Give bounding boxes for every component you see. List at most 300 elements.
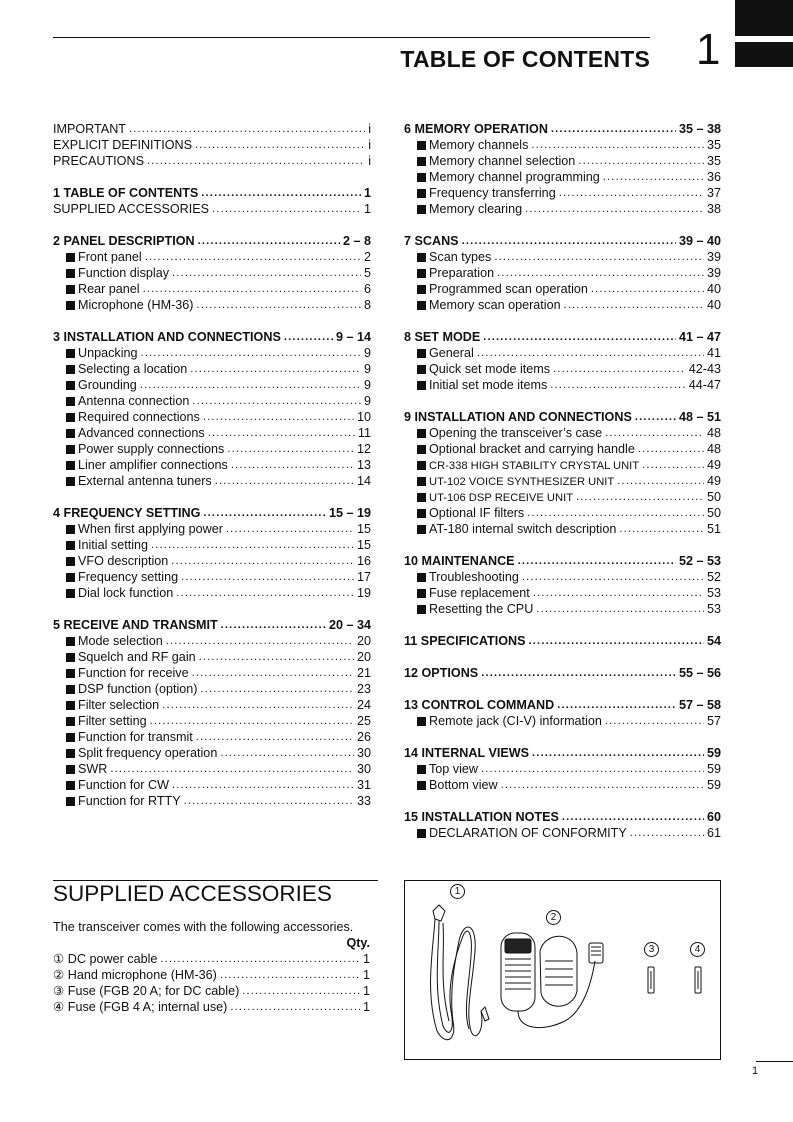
toc-entry-label: Optional bracket and carrying handle: [429, 442, 635, 456]
toc-entry-page: 30: [356, 762, 371, 776]
toc-entry-label: Advanced connections: [78, 426, 205, 440]
toc-entry-page: 24: [356, 698, 371, 712]
dot-leader: [635, 409, 676, 425]
toc-entry-page: 1: [363, 186, 371, 200]
toc-entry-label: Opening the transceiver’s case: [429, 426, 603, 440]
dot-leader: [617, 473, 704, 489]
dot-leader: [203, 409, 354, 425]
toc-subentry: [53, 265, 371, 281]
toc-entry-label: Optional IF filters: [429, 506, 525, 520]
toc-subentry: [53, 377, 371, 393]
dot-leader: [145, 249, 361, 265]
toc-entry-label: Squelch and RF gain: [78, 650, 196, 664]
toc-subentry: [404, 505, 721, 521]
toc-entry: [53, 617, 371, 633]
toc-subentry: [404, 377, 721, 393]
toc-entry-label: 4 FREQUENCY SETTING: [53, 506, 201, 520]
accessory-qty: 1: [362, 984, 370, 998]
toc-entry-label: Function display: [78, 266, 170, 280]
page-number: 1: [752, 1065, 759, 1077]
toc-entry-label: Filter setting: [78, 714, 147, 728]
toc-subentry: [404, 489, 721, 505]
toc-subentry: [404, 153, 721, 169]
toc-subentry: [53, 441, 371, 457]
dot-leader: [494, 249, 704, 265]
toc-entry-label: IMPORTANT: [53, 122, 126, 136]
dot-leader: [529, 633, 704, 649]
toc-entry-page: 20: [356, 634, 371, 648]
footer-rule: [756, 1061, 793, 1062]
dot-leader: [550, 377, 685, 393]
toc-subentry: [404, 297, 721, 313]
toc-entry-label: 11 SPECIFICATIONS: [404, 634, 526, 648]
toc-entry: [404, 553, 721, 569]
toc-entry-page: 51: [706, 522, 721, 536]
toc-subentry: [53, 649, 371, 665]
toc-entry-page: i: [368, 138, 371, 152]
toc-entry: [53, 121, 371, 137]
accessories-illustration: [404, 880, 721, 1060]
toc-entry-page: 59: [706, 778, 721, 792]
toc-entry-label: 14 INTERNAL VIEWS: [404, 746, 530, 760]
toc-entry-page: 42-43: [688, 362, 721, 376]
dot-leader: [525, 201, 704, 217]
dot-leader: [151, 537, 354, 553]
dot-leader: [576, 489, 704, 505]
toc-entry-label: Antenna connection: [78, 394, 190, 408]
toc-entry-page: i: [368, 122, 371, 136]
toc-entry-page: 60: [706, 810, 721, 824]
toc-entry-label: Memory channels: [429, 138, 529, 152]
toc-entry: [53, 201, 371, 217]
toc-entry-label: Power supply connections: [78, 442, 225, 456]
toc-entry-page: 14: [356, 474, 371, 488]
toc-entry-page: 48 – 51: [678, 410, 721, 424]
toc-subentry: [53, 569, 371, 585]
toc-entry-label: SUPPLIED ACCESSORIES: [53, 202, 210, 216]
toc-subentry: [404, 281, 721, 297]
toc-entry-page: 1: [363, 202, 371, 216]
toc-entry-label: Rear panel: [78, 282, 140, 296]
toc-entry-label: 15 INSTALLATION NOTES: [404, 810, 559, 824]
chapter-tab-marker-lower: [735, 42, 793, 67]
toc-entry-page: 26: [356, 730, 371, 744]
qty-header: Qty.: [346, 936, 370, 950]
toc-subentry: [404, 585, 721, 601]
toc-entry-page: 8: [363, 298, 371, 312]
dot-leader: [242, 983, 360, 999]
toc-entry: [404, 409, 721, 425]
toc-entry: [53, 137, 371, 153]
dot-leader: [201, 185, 361, 201]
accessory-label: ③ Fuse (FGB 20 A; for DC cable): [53, 984, 240, 998]
toc-entry-page: 50: [706, 490, 721, 504]
accessories-drawing: [405, 881, 720, 1059]
toc-entry-label: Dial lock function: [78, 586, 174, 600]
toc-entry-page: 41: [706, 346, 721, 360]
toc-subentry: [53, 777, 371, 793]
toc-entry: [404, 809, 721, 825]
toc-entry-page: 9 – 14: [335, 330, 371, 344]
toc-entry-label: Unpacking: [78, 346, 138, 360]
toc-entry-page: 37: [706, 186, 721, 200]
dot-leader: [162, 697, 354, 713]
toc-subentry: [404, 473, 721, 489]
toc-entry: [53, 233, 371, 249]
dot-leader: [203, 505, 326, 521]
dot-leader: [171, 553, 354, 569]
toc-subentry: [404, 425, 721, 441]
toc-subentry: [53, 697, 371, 713]
toc-subentry: [53, 665, 371, 681]
toc-entry-page: 15: [356, 538, 371, 552]
accessory-label: ② Hand microphone (HM-36): [53, 968, 217, 982]
dot-leader: [212, 201, 361, 217]
toc-entry-label: 13 CONTROL COMMAND: [404, 698, 555, 712]
toc-subentry: [404, 249, 721, 265]
toc-entry-label: 1 TABLE OF CONTENTS: [53, 186, 199, 200]
dot-leader: [226, 521, 354, 537]
toc-subentry: [53, 409, 371, 425]
dot-leader: [143, 281, 361, 297]
toc-subentry: [53, 521, 371, 537]
dot-leader: [557, 697, 676, 713]
toc-entry-label: DECLARATION OF CONFORMITY: [429, 826, 627, 840]
toc-entry-page: 17: [356, 570, 371, 584]
dot-leader: [642, 457, 704, 473]
toc-subentry: [404, 825, 721, 841]
toc-entry-page: 48: [706, 442, 721, 456]
toc-entry-label: Microphone (HM-36): [78, 298, 194, 312]
toc-entry: [53, 185, 371, 201]
toc-entry-page: 44-47: [688, 378, 721, 392]
toc-entry-page: 9: [363, 378, 371, 392]
toc-entry-page: 35 – 38: [678, 122, 721, 136]
dot-leader: [192, 393, 361, 409]
accessory-item: [53, 999, 370, 1015]
toc-entry-page: 12: [356, 442, 371, 456]
dot-leader: [605, 713, 704, 729]
dot-leader: [562, 809, 704, 825]
toc-subentry: [53, 681, 371, 697]
toc-entry-label: Bottom view: [429, 778, 498, 792]
dot-leader: [497, 265, 704, 281]
toc-entry-page: 30: [356, 746, 371, 760]
toc-entry-label: Troubleshooting: [429, 570, 519, 584]
dot-leader: [591, 281, 704, 297]
toc-entry-label: Initial setting: [78, 538, 149, 552]
dot-leader: [630, 825, 704, 841]
dot-leader: [192, 665, 354, 681]
dot-leader: [220, 967, 360, 983]
figure-label-3: 3: [644, 942, 659, 957]
toc-entry-label: Front panel: [78, 250, 142, 264]
toc-entry-page: 52: [706, 570, 721, 584]
toc-entry-page: 40: [706, 298, 721, 312]
toc-entry-label: General: [429, 346, 474, 360]
dc-cable-drawing: [431, 905, 489, 1040]
toc-entry-page: 5: [363, 266, 371, 280]
toc-entry-label: Memory scan operation: [429, 298, 561, 312]
toc-subentry: [53, 745, 371, 761]
toc-entry: [53, 153, 371, 169]
toc-entry-page: 10: [356, 410, 371, 424]
toc-entry-page: 33: [356, 794, 371, 808]
dot-leader: [230, 999, 360, 1015]
toc-entry-label: Frequency transferring: [429, 186, 556, 200]
toc-entry-page: 39 – 40: [678, 234, 721, 248]
chapter-tab-marker: [735, 0, 793, 36]
toc-entry-page: 53: [706, 602, 721, 616]
dot-leader: [141, 345, 361, 361]
toc-entry-label: EXPLICIT DEFINITIONS: [53, 138, 193, 152]
toc-entry-label: Grounding: [78, 378, 137, 392]
dot-leader: [527, 505, 704, 521]
toc-subentry: [404, 521, 721, 537]
dot-leader: [220, 745, 354, 761]
toc-entry-label: Mode selection: [78, 634, 163, 648]
toc-entry-page: 25: [356, 714, 371, 728]
toc-entry-label: DSP function (option): [78, 682, 198, 696]
accessory-qty: 1: [362, 1000, 370, 1014]
dot-leader: [200, 681, 354, 697]
toc-entry-label: 10 MAINTENANCE: [404, 554, 515, 568]
figure-label-1: 1: [450, 884, 465, 899]
dot-leader: [181, 569, 354, 585]
dot-leader: [533, 585, 704, 601]
accessory-qty: 1: [362, 968, 370, 982]
toc-entry-page: 48: [706, 426, 721, 440]
toc-subentry: [53, 393, 371, 409]
toc-entry-label: CR-338 HIGH STABILITY CRYSTAL UNIT: [429, 460, 640, 472]
toc-entry-label: Liner amplifier connections: [78, 458, 228, 472]
toc-subentry: [404, 265, 721, 281]
dot-leader: [160, 951, 360, 967]
toc-entry-page: 55 – 56: [678, 666, 721, 680]
toc-subentry: [53, 761, 371, 777]
toc-subentry: [53, 585, 371, 601]
toc-subentry: [53, 729, 371, 745]
toc-entry-page: 20 – 34: [328, 618, 371, 632]
dot-leader: [195, 137, 365, 153]
header-rule: [53, 37, 650, 38]
dot-leader: [215, 473, 354, 489]
toc-entry-label: Filter selection: [78, 698, 160, 712]
toc-subentry: [404, 345, 721, 361]
toc-entry-page: 57 – 58: [678, 698, 721, 712]
accessories-intro: The transceiver comes with the following accessories.: [53, 920, 354, 934]
toc-entry-label: Programmed scan operation: [429, 282, 588, 296]
toc-entry-label: 8 SET MODE: [404, 330, 481, 344]
dot-leader: [227, 441, 354, 457]
toc-entry-label: 2 PANEL DESCRIPTION: [53, 234, 195, 248]
dot-leader: [605, 425, 704, 441]
dot-leader: [564, 297, 704, 313]
toc-subentry: [404, 201, 721, 217]
toc-entry-page: 59: [706, 746, 721, 760]
toc-subentry: [404, 713, 721, 729]
toc-right-column: [404, 121, 721, 841]
toc-subentry: [53, 281, 371, 297]
toc-entry-label: When first applying power: [78, 522, 223, 536]
fuse-20a-drawing: [648, 967, 654, 993]
dot-leader: [551, 121, 676, 137]
dot-leader: [231, 457, 354, 473]
accessory-item: [53, 967, 370, 983]
toc-entry-page: 16: [356, 554, 371, 568]
page-title: TABLE OF CONTENTS: [400, 46, 650, 72]
dot-leader: [559, 185, 704, 201]
toc-entry-page: 61: [706, 826, 721, 840]
toc-entry-page: 19: [356, 586, 371, 600]
toc-subentry: [404, 569, 721, 585]
dot-leader: [208, 425, 355, 441]
toc-subentry: [53, 793, 371, 809]
toc-entry-label: Function for CW: [78, 778, 169, 792]
toc-entry-page: 57: [706, 714, 721, 728]
toc-entry-label: 5 RECEIVE AND TRANSMIT: [53, 618, 218, 632]
toc-entry-page: 35: [706, 154, 721, 168]
dot-leader: [110, 761, 354, 777]
toc-entry-page: 59: [706, 762, 721, 776]
toc-entry: [404, 745, 721, 761]
dot-leader: [522, 569, 704, 585]
dot-leader: [176, 585, 354, 601]
toc-entry-page: 50: [706, 506, 721, 520]
dot-leader: [184, 793, 354, 809]
toc-entry-label: Function for transmit: [78, 730, 193, 744]
accessories-title: SUPPLIED ACCESSORIES: [53, 881, 332, 906]
chapter-number: 1: [696, 25, 721, 74]
toc-entry: [404, 121, 721, 137]
accessory-item: [53, 983, 370, 999]
toc-entry-page: 31: [356, 778, 371, 792]
toc-entry-page: i: [368, 154, 371, 168]
toc-subentry: [404, 761, 721, 777]
accessory-qty: 1: [362, 952, 370, 966]
toc-entry-page: 9: [363, 362, 371, 376]
dot-leader: [619, 521, 704, 537]
toc-entry-label: Scan types: [429, 250, 492, 264]
toc-entry-page: 54: [706, 634, 721, 648]
toc-subentry: [404, 137, 721, 153]
dot-leader: [578, 153, 704, 169]
dot-leader: [284, 329, 333, 345]
toc-entry-label: PRECAUTIONS: [53, 154, 144, 168]
dot-leader: [501, 777, 704, 793]
toc-entry-label: 6 MEMORY OPERATION: [404, 122, 548, 136]
toc-entry-label: 9 INSTALLATION AND CONNECTIONS: [404, 410, 632, 424]
toc-subentry: [404, 185, 721, 201]
toc-subentry: [404, 361, 721, 377]
toc-entry-label: 7 SCANS: [404, 234, 459, 248]
toc-entry-label: 3 INSTALLATION AND CONNECTIONS: [53, 330, 281, 344]
toc-entry: [53, 505, 371, 521]
toc-subentry: [53, 345, 371, 361]
toc-entry-page: 15: [356, 522, 371, 536]
toc-entry-page: 40: [706, 282, 721, 296]
dot-leader: [481, 761, 704, 777]
toc-entry: [404, 633, 721, 649]
toc-entry-page: 52 – 53: [678, 554, 721, 568]
toc-entry-page: 9: [363, 346, 371, 360]
toc-entry-label: Top view: [429, 762, 478, 776]
toc-subentry: [53, 297, 371, 313]
toc-subentry: [53, 425, 371, 441]
toc-subentry: [404, 601, 721, 617]
toc-entry-page: 2 – 8: [342, 234, 371, 248]
toc-entry: [404, 697, 721, 713]
toc-subentry: [404, 441, 721, 457]
toc-subentry: [53, 473, 371, 489]
toc-entry-label: Frequency setting: [78, 570, 179, 584]
dot-leader: [199, 649, 354, 665]
toc-entry-label: Fuse replacement: [429, 586, 530, 600]
dot-leader: [603, 169, 704, 185]
dot-leader: [518, 553, 676, 569]
toc-subentry: [53, 537, 371, 553]
toc-entry-label: Initial set mode items: [429, 378, 548, 392]
toc-subentry: [404, 457, 721, 473]
toc-subentry: [53, 553, 371, 569]
dot-leader: [190, 361, 361, 377]
toc-entry: [404, 233, 721, 249]
toc-entry-page: 49: [706, 458, 721, 472]
dot-leader: [481, 665, 676, 681]
toc-entry-label: VFO description: [78, 554, 169, 568]
hand-microphone-drawing: [501, 933, 603, 1028]
toc-entry-page: 6: [363, 282, 371, 296]
dot-leader: [140, 377, 361, 393]
toc-entry-label: UT-102 VOICE SYNTHESIZER UNIT: [429, 476, 615, 488]
toc-entry-page: 49: [706, 474, 721, 488]
dot-leader: [172, 777, 354, 793]
dot-leader: [147, 153, 365, 169]
toc-entry: [404, 665, 721, 681]
toc-subentry: [404, 169, 721, 185]
figure-label-4: 4: [690, 942, 705, 957]
dot-leader: [483, 329, 676, 345]
toc-left-column: [53, 121, 371, 809]
toc-entry-label: Required connections: [78, 410, 200, 424]
toc-entry-page: 41 – 47: [678, 330, 721, 344]
dot-leader: [129, 121, 365, 137]
toc-entry-label: Memory channel selection: [429, 154, 576, 168]
dot-leader: [531, 137, 704, 153]
toc-entry-label: Function for receive: [78, 666, 189, 680]
toc-entry-label: Memory channel programming: [429, 170, 600, 184]
dot-leader: [150, 713, 354, 729]
dot-leader: [172, 265, 361, 281]
toc-entry-label: Preparation: [429, 266, 495, 280]
toc-subentry: [53, 249, 371, 265]
toc-entry: [53, 329, 371, 345]
toc-entry-page: 36: [706, 170, 721, 184]
toc-subentry: [53, 457, 371, 473]
toc-entry-page: 35: [706, 138, 721, 152]
dot-leader: [221, 617, 326, 633]
toc-entry-page: 38: [706, 202, 721, 216]
fuse-4a-drawing: [695, 967, 701, 993]
accessory-item: [53, 951, 370, 967]
toc-entry-page: 9: [363, 394, 371, 408]
accessories-list: [53, 951, 370, 1015]
toc-subentry: [53, 713, 371, 729]
dot-leader: [166, 633, 354, 649]
toc-entry-label: SWR: [78, 762, 108, 776]
dot-leader: [196, 729, 354, 745]
toc-entry-label: Resetting the CPU: [429, 602, 534, 616]
